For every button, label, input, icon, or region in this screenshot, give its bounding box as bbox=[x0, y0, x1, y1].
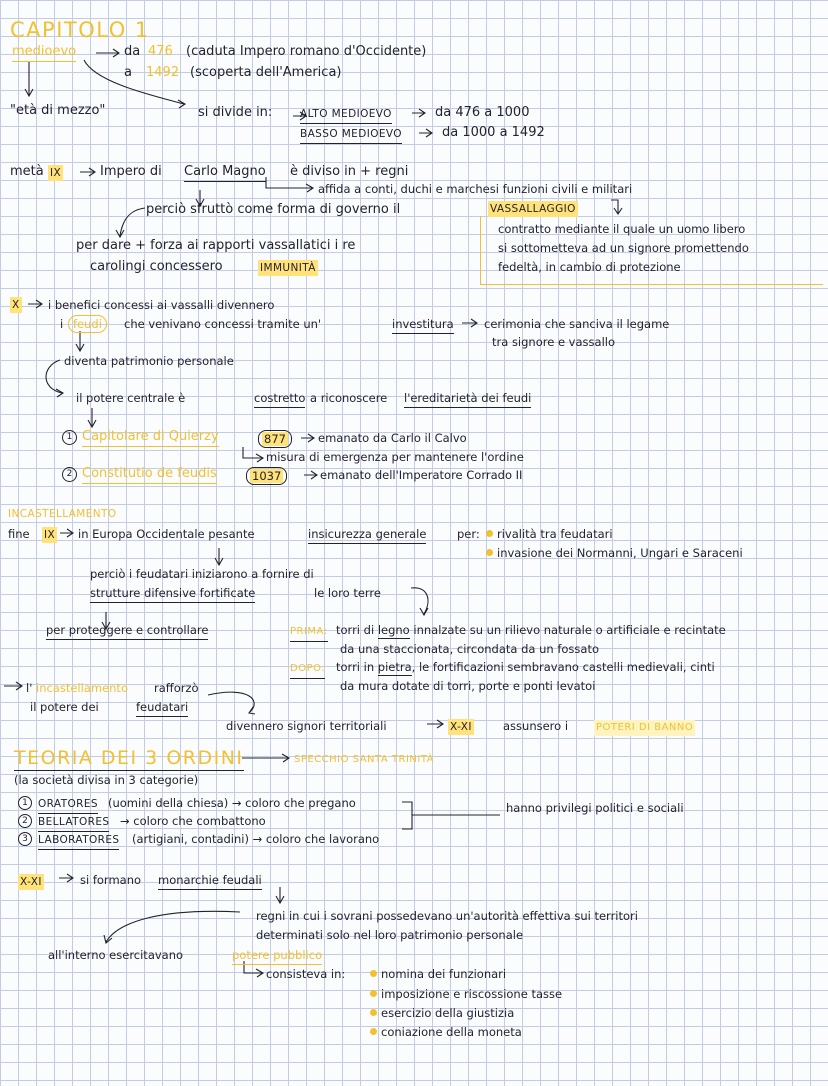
number-1: 1 bbox=[62, 430, 77, 445]
year-1037: 1037 bbox=[252, 469, 282, 483]
legno: legno bbox=[377, 623, 410, 637]
cause-rivalita bbox=[486, 526, 613, 542]
prima-line-1 bbox=[336, 622, 726, 638]
privilegi-text: hanno privilegi politici e sociali bbox=[506, 801, 684, 815]
misura-text: misura di emergenza per mantenere l'ordine bbox=[266, 450, 524, 464]
funzione-item-4 bbox=[370, 1024, 522, 1040]
cerimonia-line-1: cerimonia che sanciva il legame bbox=[484, 317, 670, 331]
funzione-item-2 bbox=[370, 986, 562, 1002]
year-1037-bracket bbox=[246, 467, 287, 485]
dare-line-1: per dare + forza ai rapporti vassallatici i re bbox=[76, 238, 356, 253]
insicurezza: insicurezza generale bbox=[308, 526, 426, 544]
range-x-xi-2: X-XI bbox=[20, 876, 42, 888]
prima-label: PRIMA: bbox=[290, 624, 328, 642]
dopo-torri: torri in bbox=[336, 660, 375, 674]
dopo-line-2: da mura dotate di torri, porte e ponti levatoi bbox=[340, 679, 596, 693]
poteri-di-banno: POTERI DI BANNO bbox=[594, 720, 695, 736]
laboratores-desc: (artigiani, contadini) → coloro che lavorano bbox=[132, 832, 380, 846]
range-x-xi: X-XI bbox=[450, 721, 472, 733]
terre-text: le loro terre bbox=[314, 586, 381, 600]
pietra: pietra bbox=[377, 660, 412, 674]
medioevo-term: medioevo bbox=[12, 44, 76, 62]
immunita: IMMUNITÀ bbox=[260, 262, 316, 274]
dopo-rest: , le fortificazioni sembravano castelli medievali, cinti bbox=[411, 660, 715, 674]
assunsero: assunsero i bbox=[503, 719, 569, 733]
bellatores-desc: → coloro che combattono bbox=[120, 814, 266, 828]
feudatari: feudatari bbox=[136, 699, 188, 717]
alto-range: da 476 a 1000 bbox=[435, 105, 530, 120]
vassallaggio: VASSALLAGGIO bbox=[490, 203, 576, 215]
regni-line-1: regni in cui i sovrani possedevano un'autorità effettiva sui territori bbox=[256, 909, 638, 923]
potere-pubblico: potere pubblico bbox=[232, 947, 322, 965]
eta-di-mezzo: "età di mezzo" bbox=[10, 103, 106, 118]
da-label: da bbox=[124, 44, 141, 59]
affida-text: affida a conti, duchi e marchesi funzioni civili e militari bbox=[318, 182, 633, 196]
year-1492: 1492 bbox=[146, 65, 180, 80]
patrimonio-text: diventa patrimonio personale bbox=[64, 354, 234, 368]
contract-line-1: contratto mediante il quale un uomo libero bbox=[498, 222, 746, 236]
europa-text: in Europa Occidentale pesante bbox=[78, 527, 255, 541]
cerimonia-line-2: tra signore e vassallo bbox=[492, 335, 615, 349]
incastellamento-heading: INCASTELLAMENTO bbox=[8, 508, 117, 520]
divide-label: si divide in: bbox=[198, 105, 273, 120]
percio-feudatari: perciò i feudatari iniziarono a fornire di bbox=[90, 567, 314, 581]
oratores: ORATORES bbox=[38, 796, 98, 814]
percio-text: perciò sfruttò come forma di governo il bbox=[146, 202, 401, 217]
bullet-dot bbox=[486, 530, 493, 537]
benefici-text: i benefici concessi ai vassalli divennero bbox=[48, 298, 275, 312]
funzione-text: imposizione e riscossione tasse bbox=[381, 987, 563, 1001]
ordini-title: TEORIA DEI 3 ORDINI bbox=[14, 747, 244, 769]
costretto: costretto bbox=[254, 390, 305, 408]
funzione-item-1 bbox=[370, 966, 506, 982]
specchio-santa-trinita: SPECCHIO SANTA TRINITÀ bbox=[294, 754, 434, 765]
caduta-note: (caduta Impero romano d'Occidente) bbox=[186, 44, 427, 59]
contract-line-2: si sottometteva ad un signore promettendo bbox=[498, 241, 749, 255]
regni-line-2: determinati solo nel loro patrimonio personale bbox=[256, 928, 524, 942]
ordine-number-2: 2 bbox=[18, 814, 32, 828]
meta-label: metà bbox=[10, 164, 44, 179]
carlo-magno: Carlo Magno bbox=[184, 164, 266, 182]
number-2: 2 bbox=[62, 467, 77, 482]
impero-pre: Impero di bbox=[100, 164, 162, 179]
constitutio-desc: emanato dell'Imperatore Corrado II bbox=[320, 468, 523, 482]
alto-medioevo: ALTO MEDIOEVO bbox=[300, 106, 392, 124]
scoperta-note: (scoperta dell'America) bbox=[190, 65, 342, 80]
a-label: a bbox=[124, 65, 132, 80]
bullet-dot bbox=[486, 549, 493, 556]
century-ix-2: IX bbox=[44, 529, 56, 541]
potere-pre: il potere centrale è bbox=[76, 391, 186, 405]
prima-rest: innalzate su un rilievo naturale o artificiale e recintate bbox=[413, 623, 726, 637]
contract-line-3: fedeltà, in cambio di protezione bbox=[498, 260, 681, 274]
oratores-desc: (uomini della chiesa) → coloro che pregano bbox=[108, 796, 356, 810]
ordine-number-1: 1 bbox=[18, 796, 32, 810]
investitura: investitura bbox=[392, 316, 454, 334]
dopo-label: DOPO: bbox=[290, 661, 325, 679]
consisteva-label: consisteva in: bbox=[266, 967, 346, 981]
monarchie-feudali: monarchie feudali bbox=[158, 872, 262, 890]
concessi-text: che venivano concessi tramite un' bbox=[124, 317, 322, 331]
prima-torri: torri di bbox=[336, 623, 375, 637]
rafforzo: rafforzò bbox=[154, 681, 199, 695]
potere-dei: il potere dei bbox=[30, 700, 99, 714]
capitolare-quierzy: Capitolare di Quierzy bbox=[82, 429, 219, 447]
prima-line-2: da una staccionata, circondata da un fossato bbox=[340, 642, 600, 656]
interno-text: all'interno esercitavano bbox=[48, 948, 184, 962]
century-x: X bbox=[12, 299, 20, 311]
societa-text: (la società divisa in 3 categorie) bbox=[14, 773, 199, 787]
impero-post: è diviso in + regni bbox=[290, 164, 409, 179]
bullet-dot bbox=[370, 1009, 377, 1016]
rivalita-text: rivalità tra feudatari bbox=[497, 527, 613, 541]
laboratores: LABORATORES bbox=[38, 832, 119, 850]
funzione-text: esercizio della giustizia bbox=[381, 1006, 515, 1020]
bullet-dot bbox=[370, 970, 377, 977]
ordine-number-3: 3 bbox=[18, 832, 32, 846]
incastellamento-word: incastellamento bbox=[36, 681, 128, 695]
bullet-dot bbox=[370, 1028, 377, 1035]
chapter-title: CAPITOLO 1 bbox=[10, 18, 150, 42]
divennero-signori: divennero signori territoriali bbox=[226, 719, 387, 733]
basso-medioevo: BASSO MEDIOEVO bbox=[300, 126, 402, 144]
capitolare-desc: emanato da Carlo il Calvo bbox=[318, 431, 467, 445]
potere-mid: a riconoscere bbox=[310, 391, 388, 405]
bellatores: BELLATORES bbox=[38, 814, 109, 832]
year-877: 877 bbox=[264, 432, 286, 446]
year-877-bracket bbox=[258, 430, 292, 448]
bullet-dot bbox=[370, 990, 377, 997]
feudi-term: feudi bbox=[68, 315, 107, 333]
year-476: 476 bbox=[148, 44, 173, 59]
basso-range: da 1000 a 1492 bbox=[442, 125, 545, 140]
formano-text: si formano bbox=[80, 873, 142, 887]
l-prefix: l' bbox=[26, 681, 33, 695]
ereditarieta: l'ereditarietà dei feudi bbox=[404, 390, 531, 408]
funzione-text: nomina dei funzionari bbox=[381, 967, 507, 981]
dare-line-2: carolingi concessero bbox=[90, 259, 223, 274]
fine-label: fine bbox=[8, 527, 30, 541]
funzione-item-3 bbox=[370, 1005, 514, 1021]
funzione-text: coniazione della moneta bbox=[381, 1025, 522, 1039]
dopo-line-1 bbox=[336, 659, 715, 675]
century-ix: IX bbox=[50, 167, 62, 179]
i-label: i bbox=[60, 317, 64, 331]
invasione-text: invasione dei Normanni, Ungari e Saraceni bbox=[497, 546, 743, 560]
proteggere-text: per proteggere e controllare bbox=[46, 622, 208, 640]
strutture-difensive: strutture difensive fortificate bbox=[90, 585, 255, 603]
constitutio-de-feudis: Constitutio de feudis bbox=[82, 466, 217, 484]
per-label: per: bbox=[457, 527, 480, 541]
cause-invasione bbox=[486, 545, 743, 561]
